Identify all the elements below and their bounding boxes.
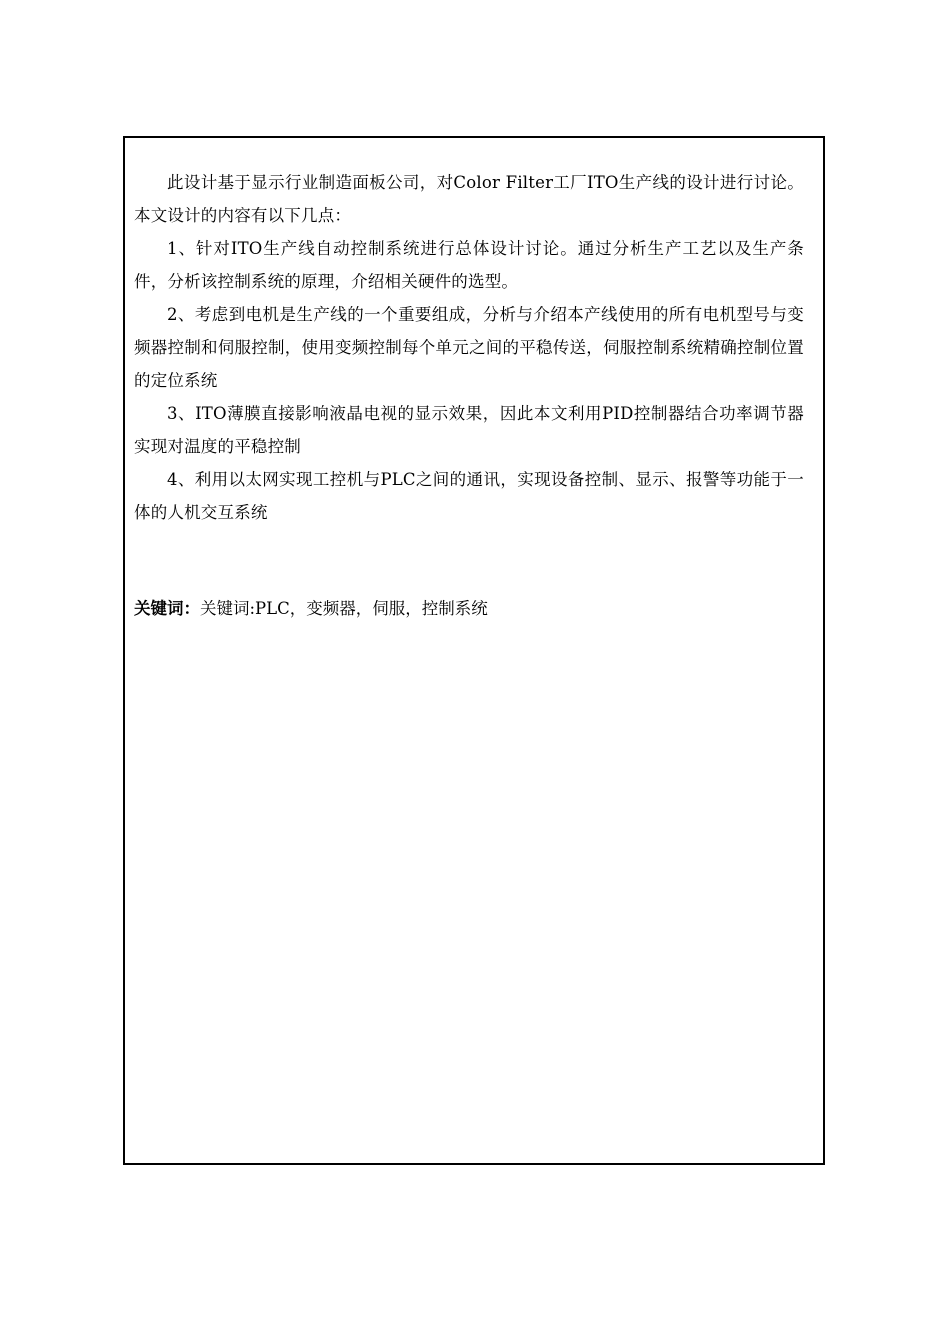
- keywords-label: 关键词：: [134, 599, 200, 618]
- keywords-value: 关键词:PLC，变频器，伺服，控制系统: [200, 599, 488, 618]
- abstract-paragraph-point-4: 4、利用以太网实现工控机与PLC之间的通讯，实现设备控制、显示、报警等功能于一体的人机交互系统: [134, 470, 804, 522]
- abstract-paragraph-intro: 此设计基于显示行业制造面板公司，对Color Filter工厂ITO生产线的设计进行讨论。本文设计的内容有以下几点：: [134, 173, 804, 225]
- keywords-line: [134, 595, 488, 623]
- abstract-paragraph-point-1: 1、针对ITO生产线自动控制系统进行总体设计讨论。通过分析生产工艺以及生产条件，分析该控制系统的原理，介绍相关硬件的选型。: [134, 239, 804, 291]
- abstract-body: [134, 166, 804, 529]
- abstract-frame: [123, 136, 825, 1165]
- abstract-paragraph-point-2: 2、考虑到电机是生产线的一个重要组成，分析与介绍本产线使用的所有电机型号与变频器控制和伺服控制，使用变频控制每个单元之间的平稳传送，伺服控制系统精确控制位置的定位系统: [134, 305, 804, 390]
- abstract-paragraph-point-3: 3、ITO薄膜直接影响液晶电视的显示效果，因此本文利用PID控制器结合功率调节器实现对温度的平稳控制: [134, 404, 804, 456]
